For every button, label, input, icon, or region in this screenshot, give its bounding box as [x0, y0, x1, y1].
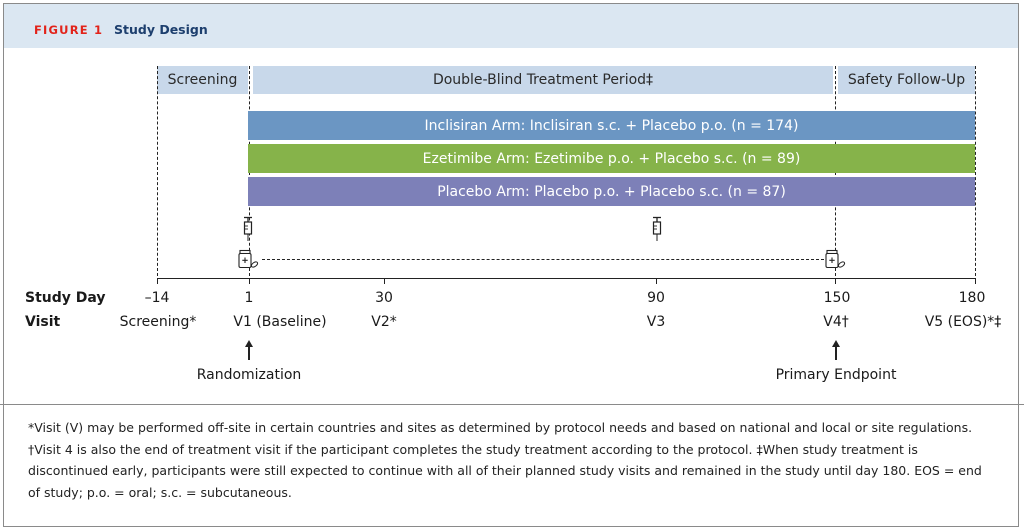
footnote: *Visit (V) may be performed off-site in certain countries and sites as determined by protocol needs and based on national and local or site regulations. †Visit 4 is also the end of treatment visit if the participant completes the study treatment according to the protocol. ‡When study treatment is discontinued early, participants were still expected to continue with all of their planned study visits and remained in the study until day 180. EOS = end of study; p.o. = oral; s.c. = subcutaneous.	[28, 420, 982, 500]
footnote-divider	[0, 404, 1024, 405]
visit-value: Screening*	[119, 314, 197, 330]
arm-inclisiran: Inclisiran Arm: Inclisiran s.c. + Placebo p.o. (n = 174)	[248, 111, 975, 140]
axis-tick	[384, 278, 385, 284]
randomization-label: Randomization	[196, 367, 302, 383]
axis-tick	[249, 278, 250, 284]
phase-followup: Safety Follow-Up	[838, 66, 975, 94]
day-value: 180	[958, 290, 986, 306]
marker-day-180	[975, 66, 976, 276]
day-value: 30	[375, 290, 393, 306]
phase-screening: Screening	[157, 66, 248, 94]
visit-value: V2*	[371, 314, 397, 330]
arm-placebo: Placebo Arm: Placebo p.o. + Placebo s.c. (n = 87)	[248, 177, 975, 206]
figure-header	[4, 4, 1018, 48]
oral-dosing-line	[262, 259, 824, 260]
figure-title: Study Design	[114, 22, 208, 37]
pill-bottle-icon	[237, 249, 259, 271]
pill-bottle-icon	[824, 249, 846, 271]
day-value: –14	[144, 290, 170, 306]
axis-tick	[835, 278, 836, 284]
visit-value: V4†	[823, 314, 849, 330]
marker-day-minus14	[157, 66, 158, 276]
axis-tick	[975, 278, 976, 284]
day-value: 1	[244, 290, 254, 306]
figure-label: FIGURE 1	[34, 23, 104, 37]
study-day-label: Study Day	[25, 290, 106, 306]
syringe-icon	[241, 216, 255, 242]
visit-value: V1 (Baseline)	[233, 314, 327, 330]
visit-label: Visit	[25, 314, 61, 330]
timeline-axis	[157, 278, 976, 279]
axis-tick	[656, 278, 657, 284]
arm-ezetimibe: Ezetimibe Arm: Ezetimibe p.o. + Placebo s.c. (n = 89)	[248, 144, 975, 173]
visit-value: V5 (EOS)*‡	[924, 314, 1002, 330]
axis-tick	[157, 278, 158, 284]
phase-treatment: Double-Blind Treatment Period‡	[253, 66, 833, 94]
day-value: 90	[647, 290, 665, 306]
syringe-icon	[650, 216, 664, 242]
visit-value: V3	[646, 314, 666, 330]
primary-endpoint-label: Primary Endpoint	[775, 367, 897, 383]
day-value: 150	[823, 290, 851, 306]
